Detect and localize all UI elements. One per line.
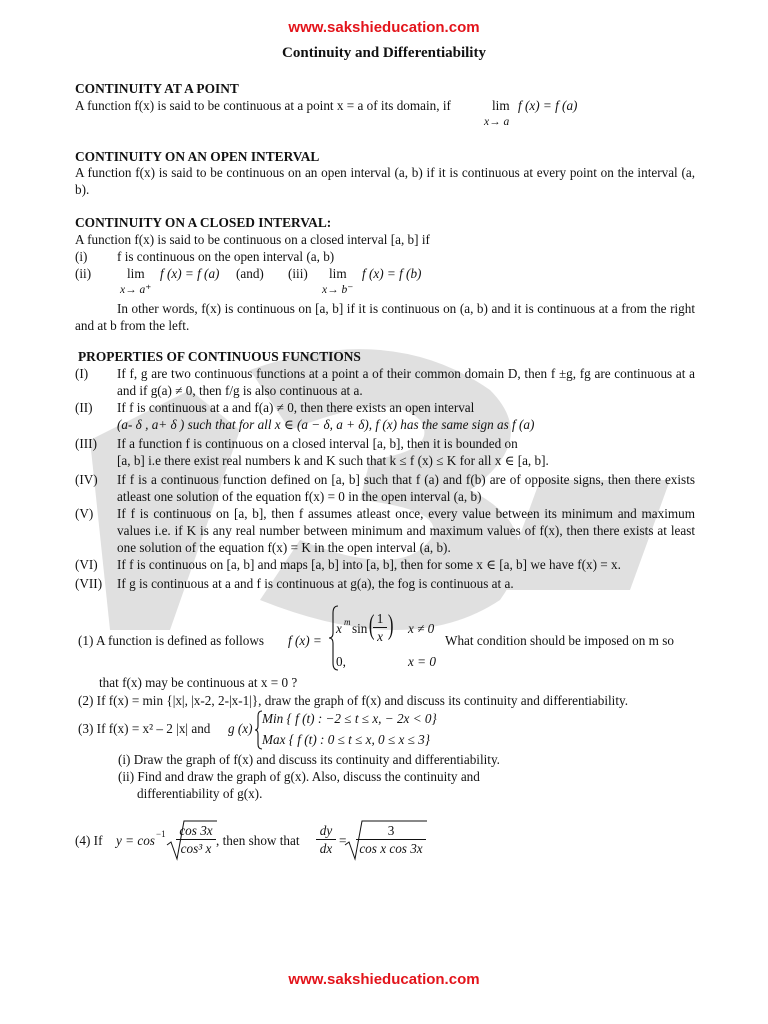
q1-paren-left: (: [368, 610, 375, 641]
s3-ii-label: (ii): [75, 266, 92, 281]
s3-ii-equation: f (x) = f (a): [160, 266, 220, 281]
prop-text: If f is continuous on [a, b] and maps [a, b] into [a, b], then for some x ∈ [a, b] we have f(x) = x.: [117, 557, 621, 572]
q1-case1-base: x: [336, 621, 342, 636]
q1-line2: that f(x) may be continuous at x = 0 ?: [99, 675, 298, 690]
q3-sub-ii: (ii) Find and draw the graph of g(x). Also, discuss the continuity and: [118, 769, 480, 784]
s3-and: (and): [236, 266, 264, 281]
q1-tail: What condition should be imposed on m so: [445, 633, 674, 648]
prop-label: (II): [75, 400, 93, 415]
q4-num: cos 3x: [176, 823, 216, 840]
q4-dy: dy: [316, 823, 336, 840]
q1-case2-cond: x = 0: [408, 654, 436, 669]
q4-mid: , then show that: [216, 833, 300, 848]
q4-y: y = cos: [116, 833, 155, 848]
q4-inverse: −1: [156, 829, 166, 839]
prop-text: If f is a continuous function defined on [a, b] such that f (a) and f(b) are of opposite signs, then there exists atleast one solution of the equation f(x) = 0 in the open interval (a, b): [117, 472, 695, 504]
prop-label: (V): [75, 506, 94, 521]
q4-eq: =: [339, 833, 347, 848]
q2-text: (2) If f(x) = min {|x|, |x-2, 2-|x-1|}, draw the graph of f(x) and discuss its continuity and differentiability.: [78, 693, 629, 708]
s1-lim: lim: [492, 98, 510, 113]
q3-case1: Min { f (t) : −2 ≤ t ≤ x, − 2x < 0}: [262, 711, 437, 726]
q4-rhs-num: 3: [356, 823, 426, 840]
s3-i-text: f is continuous on the open interval (a, b): [117, 249, 335, 264]
s3-iii-label: (iii): [288, 266, 308, 281]
prop-text: If f, g are two continuous functions at a point a of their common domain D, then f ±g, fg are continuous at a and if g(a) ≠ 0, then f/g is also continuous at a.: [117, 366, 695, 398]
s3-ii-sub: x→ a⁺: [120, 284, 152, 296]
q4-rhs-den: cos x cos 3x: [359, 841, 423, 856]
q3-lead: (3) If f(x) = x² – 2 |x| and: [78, 721, 211, 736]
q3-sub-ii-cont: differentiability of g(x).: [137, 786, 263, 801]
site-url-footer[interactable]: www.sakshieducation.com: [288, 971, 480, 988]
prop-label: (I): [75, 366, 89, 381]
s1-text: A function f(x) is said to be continuous at a point x = a of its domain, if: [75, 98, 451, 113]
s3-i-label: (i): [75, 249, 88, 264]
heading-open-interval: CONTINUITY ON AN OPEN INTERVAL: [75, 149, 320, 164]
prop-label: (VI): [75, 557, 98, 572]
prop-text: If g is continuous at a and f is continuous at g(a), the fog is continuous at a.: [117, 576, 514, 591]
s3-intro: A function f(x) is said to be continuous on a closed interval [a, b] if: [75, 232, 430, 247]
q1-lead: (1) A function is defined as follows: [78, 633, 265, 648]
s1-limit-sub: x→ a: [484, 116, 510, 128]
q3-gx: g (x): [228, 721, 253, 736]
s3-ii-lim: lim: [127, 266, 145, 281]
heading-properties: PROPERTIES OF CONTINUOUS FUNCTIONS: [78, 349, 361, 364]
s3-words: In other words, f(x) is continuous on [a, b] if it is continuous on (a, b) and it is continuous at a from the right and at b from the left.: [75, 301, 695, 333]
s3-iii-sub: x→ b⁻: [322, 284, 354, 296]
prop-text-cont: [a, b] i.e there exist real numbers k and K such that k ≤ f (x) ≤ K for all x ∈ [a, b].: [117, 453, 549, 468]
s3-iii-equation: f (x) = f (b): [362, 266, 422, 281]
heading-closed-interval: CONTINUITY ON A CLOSED INTERVAL:: [75, 215, 332, 230]
q3-sub-i: (i) Draw the graph of f(x) and discuss its continuity and differentiability.: [118, 752, 500, 767]
q1-frac-num: 1: [373, 610, 387, 628]
prop-label: (III): [75, 436, 97, 451]
s1-equation: f (x) = f (a): [518, 98, 578, 113]
q1-fx: f (x) =: [288, 633, 322, 648]
q4-lead: (4) If: [75, 833, 103, 848]
heading-continuity-at-point: CONTINUITY AT A POINT: [75, 81, 239, 96]
q4-dx: dx: [319, 841, 333, 856]
q1-case1-sin: sin: [352, 621, 368, 636]
prop-label: (IV): [75, 472, 98, 487]
page-title: Continuity and Differentiability: [282, 45, 486, 61]
q1-case2: 0,: [336, 654, 346, 669]
q1-frac-den: x: [377, 629, 383, 644]
q1-case1-cond: x ≠ 0: [408, 621, 435, 636]
prop-label: (VII): [75, 576, 103, 591]
s3-iii-lim: lim: [329, 266, 347, 281]
q1-paren-right: ): [387, 610, 394, 641]
prop-text: If f is continuous at a and f(a) ≠ 0, then there exists an open interval: [117, 400, 475, 415]
prop-text: If f is continuous on [a, b], then f assumes atleast once, every value between its minimum and maximum values i.e. if K is any real number between minimum and maximum values of f(x), then there exists at least one solution of the equation f(x) = K in the open interval (a, b).: [117, 506, 695, 555]
q1-case1-exp: m: [344, 617, 351, 627]
q4-den: cos³ x: [180, 841, 212, 856]
q3-case2: Max { f (t) : 0 ≤ t ≤ x, 0 ≤ x ≤ 3}: [262, 732, 431, 747]
prop-text-cont: (a- δ , a+ δ ) such that for all x ∈ (a − δ, a + δ), f (x) has the same sign as f (a): [117, 417, 535, 432]
s2-text: A function f(x) is said to be continuous on an open interval (a, b) if it is continuous at every point on the interval (a, b).: [75, 165, 695, 197]
site-url-header[interactable]: www.sakshieducation.com: [288, 19, 480, 36]
prop-text: If a function f is continuous on a closed interval [a, b], then it is bounded on: [117, 436, 518, 451]
